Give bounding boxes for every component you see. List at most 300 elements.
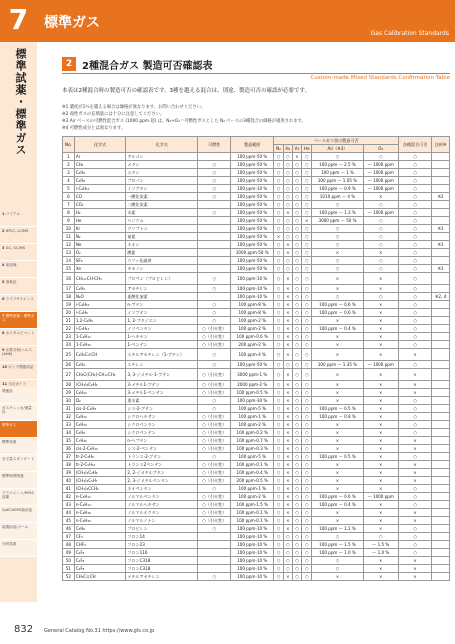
sidebar-item[interactable] xyxy=(0,210,37,227)
cell-h2: × xyxy=(283,429,292,437)
cell-range: 100 ppm-2 % xyxy=(231,325,274,333)
cell-air: × xyxy=(312,421,363,429)
cell-name: 3-メチル1-ブテン xyxy=(126,381,198,389)
cell-h2: × xyxy=(283,501,292,509)
sidebar-item[interactable] xyxy=(0,363,37,380)
cell-range: 100 ppm-0.5 % xyxy=(231,389,274,397)
cell-he: ○ xyxy=(302,565,312,573)
cell-o2: × xyxy=(363,249,398,257)
cell-ar: ○ xyxy=(293,285,302,293)
th-o2: O₂ xyxy=(363,145,398,153)
cell-multi: ○ xyxy=(398,169,431,177)
sidebar-item[interactable] xyxy=(0,227,37,244)
cell-o2: ○ xyxy=(363,217,398,225)
cell-no: 10 xyxy=(63,225,75,233)
table-row xyxy=(63,333,450,341)
note-item: ※2 毒性ガスの充填量には十分に注意してください。 xyxy=(62,112,165,117)
table-row xyxy=(63,225,450,233)
cell-flammable: ○ xyxy=(198,317,231,325)
sidebar-item[interactable] xyxy=(0,278,37,295)
cell-name: シス-2-ペンテン xyxy=(126,445,198,453)
section-divider xyxy=(62,73,450,74)
cell-flammable: ○（引火性） xyxy=(198,369,231,381)
cell-ar: ○ xyxy=(293,389,302,397)
cell-n2: ○ xyxy=(274,405,283,413)
cell-formula: N₂ xyxy=(74,233,126,241)
cell-flammable xyxy=(198,225,231,233)
cell-name: ノルマルペンタン xyxy=(126,493,198,501)
chapter-title-en: Gas Calibration Standards xyxy=(370,30,449,37)
cell-ar: ○ xyxy=(293,309,302,317)
cell-note xyxy=(432,249,450,257)
table-row xyxy=(63,461,450,469)
cell-flammable: ○ xyxy=(198,169,231,177)
cell-air: ○ xyxy=(312,225,363,233)
chapter-header xyxy=(0,0,455,42)
section-header xyxy=(62,55,450,73)
cell-flammable: ○ xyxy=(198,453,231,461)
cell-name: メタン xyxy=(126,161,198,169)
cell-air: ○ xyxy=(312,233,363,241)
cell-no: 3 xyxy=(63,169,75,177)
sidebar-subitem[interactable]: 装置用品/ツール xyxy=(0,523,37,540)
cell-ar: ○ xyxy=(293,517,302,525)
sidebar-item[interactable] xyxy=(0,312,37,329)
cell-air: 100 ppm ～ 0.4 % xyxy=(312,501,363,509)
cell-note xyxy=(432,153,450,161)
cell-note xyxy=(432,437,450,445)
cell-no: 24 xyxy=(63,341,75,349)
cell-no: 45 xyxy=(63,517,75,525)
sidebar-item[interactable] xyxy=(0,295,37,312)
catalog-text: General Catalog No.31 https://www.gls.co.jp xyxy=(44,628,155,634)
sidebar-subitem[interactable]: 標準試薬 xyxy=(0,438,37,455)
cell-he: ○ xyxy=(302,301,312,309)
cell-he: × xyxy=(302,217,312,225)
cell-h2: × xyxy=(283,389,292,397)
cell-formula: Ar xyxy=(74,153,126,161)
cell-note xyxy=(432,381,450,389)
cell-no: 18 xyxy=(63,293,75,301)
cell-n2: ○ xyxy=(274,445,283,453)
cell-no: 8 xyxy=(63,209,75,217)
table-row xyxy=(63,285,450,293)
sidebar-subitem[interactable]: 標準物質関連 xyxy=(0,472,37,489)
cell-o2: × xyxy=(363,573,398,581)
cell-ar: ○ xyxy=(293,341,302,349)
cell-name: 3-メチル1-ペンテン xyxy=(126,389,198,397)
cell-no: 35 xyxy=(63,437,75,445)
cell-note xyxy=(432,285,450,293)
cell-h2: × xyxy=(283,453,292,461)
cell-air: 100 ppm ～ 1.35 % xyxy=(312,361,363,369)
cell-range: 100 ppm-10 % xyxy=(231,541,274,549)
cell-o2: × xyxy=(363,421,398,429)
cell-flammable: ○ xyxy=(198,161,231,169)
cell-he: ○ xyxy=(302,573,312,581)
cell-o2: × xyxy=(363,437,398,445)
cell-he: ○ xyxy=(302,177,312,185)
cell-ar: ○ xyxy=(293,257,302,265)
cell-he: ○ xyxy=(302,185,312,193)
sidebar-item[interactable] xyxy=(0,261,37,278)
cell-air: × xyxy=(312,381,363,389)
cell-multi: ○ xyxy=(398,153,431,161)
cell-note xyxy=(432,421,450,429)
cell-flammable: ○ xyxy=(198,209,231,217)
cell-multi: ○ xyxy=(398,201,431,209)
cell-n2: ○ xyxy=(274,193,283,201)
cell-h2: ○ xyxy=(283,177,292,185)
cell-he: ○ xyxy=(302,429,312,437)
sidebar-subitem[interactable]: 関連品 xyxy=(0,387,37,404)
cell-no: 42 xyxy=(63,493,75,501)
cell-range: 100 ppm-50 % xyxy=(231,233,274,241)
cell-o2: × xyxy=(363,341,398,349)
cell-air: × xyxy=(312,389,363,397)
cell-air: × xyxy=(312,445,363,453)
cell-flammable: ○ xyxy=(198,573,231,581)
cell-air: 100 ppm ～ 0.6 % xyxy=(312,301,363,309)
cell-h2: ○ xyxy=(283,533,292,541)
cell-no: 9 xyxy=(63,217,75,225)
cell-he: ○ xyxy=(302,421,312,429)
cell-range: 100 ppm-10 % xyxy=(231,525,274,533)
cell-he: ○ xyxy=(302,161,312,169)
cell-note xyxy=(432,341,450,349)
cell-no: 32 xyxy=(63,413,75,421)
cell-n2: ○ xyxy=(274,257,283,265)
cell-multi: × xyxy=(398,381,431,389)
cell-multi: ○ xyxy=(398,541,431,549)
cell-name: n-ブタン xyxy=(126,301,198,309)
note-item: ※3 Air ベースの可燃性混合ガス (1000 ppm 超) は、N₂+O₂＝可燃性ガスとした N₂ ベースの3種混合の価格が適用されます。 xyxy=(62,119,306,124)
cell-multi: ○ xyxy=(398,429,431,437)
cell-o2: × xyxy=(363,333,398,341)
cell-o2: × xyxy=(363,501,398,509)
cell-range: 100 ppm-50 % xyxy=(231,153,274,161)
cell-name: 1-ヘキセン xyxy=(126,333,198,341)
cell-range: 100 ppm-4 % xyxy=(231,349,274,361)
sidebar-item[interactable] xyxy=(0,329,37,346)
cell-range: 100 ppm-2 % xyxy=(231,493,274,501)
cell-air: ○ xyxy=(312,241,363,249)
cell-no: 47 xyxy=(63,533,75,541)
cell-multi: ○ xyxy=(398,397,431,405)
cell-n2: ○ xyxy=(274,293,283,301)
cell-n2: ○ xyxy=(274,381,283,389)
cell-multi: ○ xyxy=(398,549,431,557)
cell-note xyxy=(432,317,450,325)
cell-he: ○ xyxy=(302,333,312,341)
cell-multi: ○ xyxy=(398,333,431,341)
cell-he: ○ xyxy=(302,361,312,369)
cell-ar: ○ xyxy=(293,549,302,557)
cell-formula: (CH₃)₂C₅H₇ xyxy=(74,477,126,485)
cell-flammable: ○ xyxy=(198,405,231,413)
cell-o2: × xyxy=(363,193,398,201)
cell-multi: × xyxy=(398,349,431,361)
cell-flammable: ○（引火性） xyxy=(198,437,231,445)
cell-formula: CHF₃ xyxy=(74,541,126,549)
cell-name: ノルマルヘキサン xyxy=(126,501,198,509)
cell-air: 3000 ppm ～ 50 % xyxy=(312,217,363,225)
cell-ar: ○ xyxy=(293,509,302,517)
cell-formula: (CH₃)₂C₆H₄ xyxy=(74,381,126,389)
cell-no: 19 xyxy=(63,301,75,309)
table-row xyxy=(63,421,450,429)
cell-multi: ○ xyxy=(398,241,431,249)
cell-formula: cis-2-C₄H₈ xyxy=(74,405,126,413)
cell-ar: ○ xyxy=(293,397,302,405)
cell-formula: SF₆ xyxy=(74,257,126,265)
cell-h2: ○ xyxy=(283,265,292,273)
cell-note xyxy=(432,485,450,493)
intro-text: 本表は2種混合時の製造可否の確認表です。3種を越える混合は、別途、製造可否の確認が必要です。 xyxy=(62,88,311,94)
cell-he: ○ xyxy=(302,317,312,325)
cell-flammable: ○ xyxy=(198,193,231,201)
sidebar-subnav xyxy=(0,387,37,557)
cell-range: 100 ppm-5 % xyxy=(231,405,274,413)
cell-n2: ○ xyxy=(274,369,283,381)
cell-name: プロパン xyxy=(126,177,198,185)
table-row xyxy=(63,573,450,581)
cell-flammable: ○ xyxy=(198,285,231,293)
cell-air: × xyxy=(312,461,363,469)
cell-h2: × xyxy=(283,273,292,285)
cell-n2: ○ xyxy=(274,437,283,445)
cell-formula: C₃H₈ xyxy=(74,177,126,185)
cell-name: エチレン xyxy=(126,361,198,369)
table-row xyxy=(63,549,450,557)
table-row xyxy=(63,397,450,405)
sidebar-item[interactable] xyxy=(0,346,37,363)
table-row xyxy=(63,257,450,265)
cell-note xyxy=(432,541,450,549)
cell-o2: ○ xyxy=(363,153,398,161)
cell-ar: ○ xyxy=(293,477,302,485)
cell-n2: ○ xyxy=(274,249,283,257)
cell-he: ○ xyxy=(302,517,312,525)
cell-multi: ○ xyxy=(398,309,431,317)
cell-h2: × xyxy=(283,517,292,525)
cell-o2: ～ 1000 ppm xyxy=(363,169,398,177)
cell-he: ○ xyxy=(302,397,312,405)
cell-flammable: ○（引火性） xyxy=(198,341,231,349)
cell-formula: C₂H₄ xyxy=(74,361,126,369)
table-row xyxy=(63,153,450,161)
cell-flammable xyxy=(198,257,231,265)
cell-multi: ○ xyxy=(398,177,431,185)
sidebar-subitem[interactable]: 分子量スタンダード xyxy=(0,455,37,472)
cell-note xyxy=(432,517,450,525)
cell-he: ○ xyxy=(302,549,312,557)
cell-air: 100 ppm ～ 1 % xyxy=(312,169,363,177)
cell-multi: × xyxy=(398,445,431,453)
cell-air: 1010 ppm ～ 4 % xyxy=(312,193,363,201)
cell-flammable: ○（引火性） xyxy=(198,421,231,429)
cell-range: 100 ppm-50 % xyxy=(231,241,274,249)
cell-o2: × xyxy=(363,461,398,469)
cell-flammable xyxy=(198,265,231,273)
cell-h2: ○ xyxy=(283,361,292,369)
table-row xyxy=(63,209,450,217)
cell-note xyxy=(432,201,450,209)
cell-ar: ○ xyxy=(293,493,302,501)
cell-no: 39 xyxy=(63,469,75,477)
cell-multi: ○ xyxy=(398,485,431,493)
cell-h2: ○ xyxy=(283,257,292,265)
cell-ar: ○ xyxy=(293,485,302,493)
cell-air: ○ xyxy=(312,257,363,265)
cell-he: ○ xyxy=(302,233,312,241)
cell-n2: ○ xyxy=(274,493,283,501)
cell-n2: ○ xyxy=(274,501,283,509)
cell-he: ○ xyxy=(302,349,312,361)
th-he: He xyxy=(302,145,312,153)
cell-no: 43 xyxy=(63,501,75,509)
cell-formula: i-C₄H₈ xyxy=(74,309,126,317)
cell-n2: ○ xyxy=(274,169,283,177)
cell-ar: ○ xyxy=(293,349,302,361)
cell-name: プロピレン xyxy=(126,525,198,533)
cell-ar: ○ xyxy=(293,369,302,381)
cell-no: 30 xyxy=(63,397,75,405)
sidebar-item-num: 10 xyxy=(2,365,8,369)
cell-h2: × xyxy=(283,461,292,469)
sidebar-item-label: 前処理 xyxy=(5,263,17,267)
cell-note xyxy=(432,565,450,573)
cell-range: 100 ppm-1.5 % xyxy=(231,501,274,509)
table-row xyxy=(63,185,450,193)
cell-multi: ○ xyxy=(398,361,431,369)
cell-ar: ○ xyxy=(293,317,302,325)
cell-name: イソブテン xyxy=(126,309,198,317)
table-row xyxy=(63,437,450,445)
sidebar-subitem[interactable]: 分析試薬 xyxy=(0,540,37,557)
cell-formula: C₅H₁₀ xyxy=(74,421,126,429)
sidebar-subitem[interactable]: グラジエント/HPLC溶媒 xyxy=(0,489,37,506)
cell-formula: CH₃C≡CH xyxy=(74,573,126,581)
cell-h2: × xyxy=(283,249,292,257)
cell-air: 100 ppm ～ 1.5 % xyxy=(312,541,363,549)
cell-n2: ○ xyxy=(274,333,283,341)
sidebar-item-label: HPLC, LC/MS xyxy=(5,229,29,233)
cell-formula: C₂H₆ xyxy=(74,169,126,177)
cell-he: ○ xyxy=(302,201,312,209)
cell-ar: ○ xyxy=(293,461,302,469)
cell-range: 100 ppm-10 % xyxy=(231,557,274,565)
footer xyxy=(0,618,455,644)
cell-air: ○ xyxy=(312,557,363,565)
cell-air: 100 ppm ～ 0.6 % xyxy=(312,309,363,317)
cell-n2: ○ xyxy=(274,565,283,573)
cell-note xyxy=(432,369,450,381)
cell-formula: 1-C₅H₁₀ xyxy=(74,341,126,349)
cell-range: 100 ppm-0.1 % xyxy=(231,509,274,517)
cell-air: 100 ppm ～ 0.5 % xyxy=(312,405,363,413)
cell-flammable: ○（引火性） xyxy=(198,509,231,517)
cell-ar: ○ xyxy=(293,249,302,257)
cell-multi: ○ xyxy=(398,533,431,541)
cell-formula: N₂O xyxy=(74,293,126,301)
cell-he: ○ xyxy=(302,477,312,485)
cell-h2: × xyxy=(283,397,292,405)
cell-h2: × xyxy=(283,493,292,501)
cell-air: × xyxy=(312,469,363,477)
cell-air: × xyxy=(312,341,363,349)
cell-flammable: ○（引火性） xyxy=(198,501,231,509)
cell-n2: ○ xyxy=(274,317,283,325)
sidebar-item-num: 4 xyxy=(2,263,5,267)
cell-name: ヘリウム xyxy=(126,217,198,225)
cell-name: フロンC318 xyxy=(126,557,198,565)
sidebar-item-num: 2 xyxy=(2,229,5,233)
cell-n2: × xyxy=(274,233,283,241)
cell-multi: ○ xyxy=(398,501,431,509)
sidebar-item[interactable] xyxy=(0,244,37,261)
cell-h2: × xyxy=(283,525,292,533)
cell-o2: ～ 1000 ppm xyxy=(363,493,398,501)
cell-n2: ○ xyxy=(274,161,283,169)
cell-name: イソペンタン xyxy=(126,325,198,333)
cell-o2: ～ 1000 ppm xyxy=(363,161,398,169)
cell-h2: ○ xyxy=(283,185,292,193)
cell-note xyxy=(432,453,450,461)
cell-h2: × xyxy=(283,477,292,485)
cell-air: × xyxy=(312,477,363,485)
cell-range: 100 ppm-50 % xyxy=(231,169,274,177)
cell-multi: ○ xyxy=(398,493,431,501)
cell-no: 11 xyxy=(63,233,75,241)
cell-no: 12 xyxy=(63,241,75,249)
table-row xyxy=(63,301,450,309)
cell-n2: ○ xyxy=(274,273,283,285)
cell-n2: ○ xyxy=(274,341,283,349)
cell-no: 29 xyxy=(63,389,75,397)
cell-o2: × xyxy=(363,349,398,361)
chapter-number: 7 xyxy=(0,0,37,42)
cell-name: ノルマルノナン xyxy=(126,517,198,525)
cell-n2: ○ xyxy=(274,241,283,249)
cell-formula: C₄F₈ xyxy=(74,557,126,565)
cell-air: 100 ppm ～ 2.5 % xyxy=(312,161,363,169)
sidebar-subitem[interactable]: ガスチェッカ/流量計 xyxy=(0,404,37,421)
sidebar-subitem[interactable]: QuEChERS抽出塩 xyxy=(0,506,37,523)
cell-ar: ○ xyxy=(293,265,302,273)
cell-air: × xyxy=(312,517,363,525)
cell-h2: × xyxy=(283,421,292,429)
cell-flammable xyxy=(198,549,231,557)
cell-range: 100 ppm-50 % xyxy=(231,209,274,217)
cell-no: 31 xyxy=(63,405,75,413)
cell-flammable: ○（引火性） xyxy=(198,381,231,389)
sidebar-subitem[interactable]: 標準ガス xyxy=(0,421,37,438)
cell-air: × xyxy=(312,485,363,493)
cell-he: ○ xyxy=(302,273,312,285)
cell-note xyxy=(432,185,450,193)
cell-no: 44 xyxy=(63,509,75,517)
cell-he: ○ xyxy=(302,265,312,273)
cell-air: 100 ppm ～ 0.8 % xyxy=(312,413,363,421)
table-row xyxy=(63,293,450,301)
cell-ar: ○ xyxy=(293,453,302,461)
cell-note xyxy=(432,389,450,397)
cell-range: 100 ppm-10 % xyxy=(231,533,274,541)
table-row xyxy=(63,485,450,493)
sidebar-vertical-title: 標準試薬・標準ガス xyxy=(14,48,27,156)
cell-no: 4 xyxy=(63,177,75,185)
